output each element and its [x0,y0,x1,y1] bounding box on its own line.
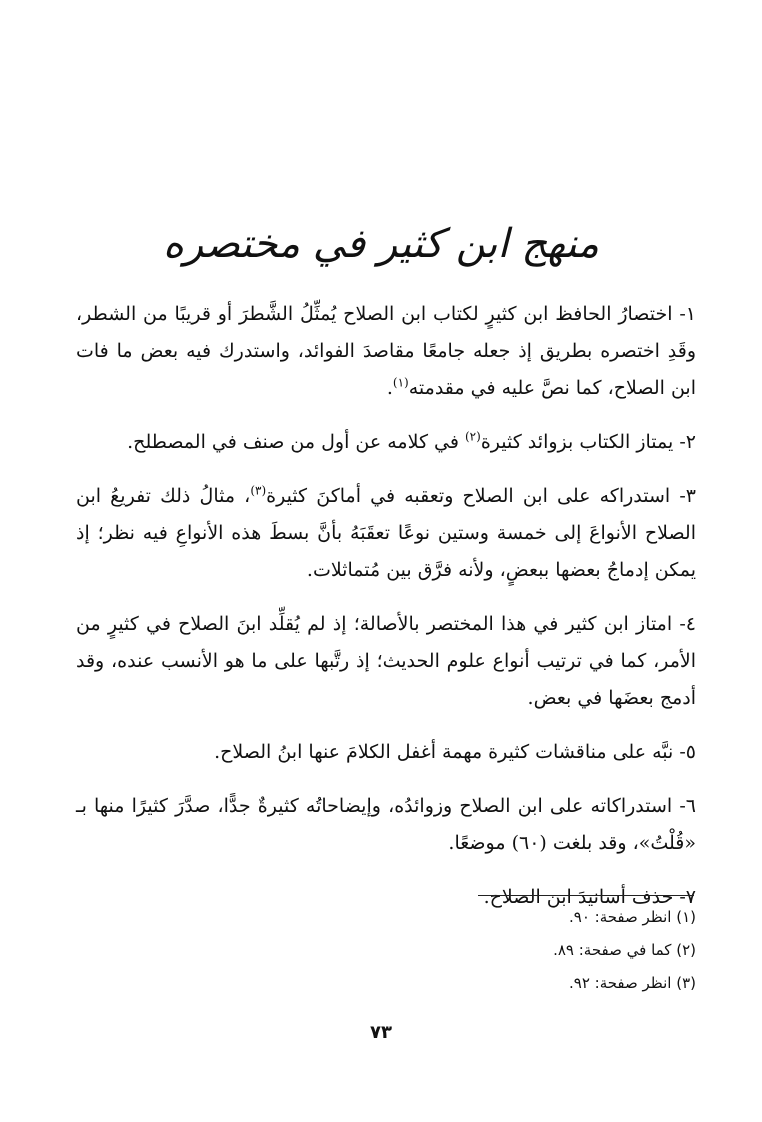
list-item [76,296,696,407]
footnotes [76,901,696,1000]
item-text: نبَّه على مناقشات كثيرة مهمة أغفل الكلامَ عنها ابنُ الصلاح. [214,741,674,763]
item-text: امتاز ابن كثير في هذا المختصر بالأصالة؛ إذ لم يُقلِّد ابنَ الصلاح في كثيرٍ من الأمر، كما في ترتيب أنواع علوم الحديث؛ إذ رتَّبها على ما هو الأنسب عنده، وقد أدمج بعضَها في بعض. [76,613,696,709]
item-text: استدراكاته على ابن الصلاح وزوائدُه، وإيضاحاتُه كثيرةٌ جدًّا، صدَّرَ كثيرًا منها بـ «قُلْتُ»، وقد بلغت (٦٠) موضعًا. [76,795,696,854]
item-number: ٤- [679,613,696,635]
item-number: ١- [679,303,696,325]
item-text-end: ، مثالُ ذلك تفريعُ ابن الصلاح الأنواعَ إلى خمسة وستين نوعًا تعقَبَهُ بأنَّ بسطَ هذه الأنواعِ فيه نظر؛ إذ يمكن إدماجُ بعضها ببعضٍ، ولأنه فرَّق بين مُتماثلات. [76,485,696,581]
item-number: ٥- [679,741,696,763]
item-number: ٦- [679,795,696,817]
chapter-title: منهج ابن كثير في مختصره [162,221,600,267]
item-number: ٧- [679,886,696,908]
item-text: اختصارُ الحافظ ابن كثيرٍ لكتاب ابن الصلاح يُمثِّلُ الشَّطرَ أو قريبًا من الشطر، وقَدِ اختصره بطريق إذ جعله جامعًا مقاصدَ الفوائد، واستدرك فيه بعض ما فات ابن الصلاح، كما نصَّ عليه في مقدمته [76,303,696,399]
footnote: (٢) كما في صفحة: ٨٩. [553,941,696,959]
list-item [76,734,696,771]
footnote-ref[interactable]: (٣) [250,483,267,498]
item-text-end: . [386,377,393,399]
footnote-divider [478,895,694,896]
list-item [76,606,696,717]
main-text [76,296,696,933]
item-number: ٣- [679,485,696,507]
list-item [76,424,696,461]
footnote: (١) انظر صفحة: ٩٠. [568,908,696,926]
item-text: حذف أسانيدَ ابن الصلاح. [483,886,674,908]
list-item [76,478,696,589]
page-number: ٧٣ [370,1022,392,1043]
footnote: (٣) انظر صفحة: ٩٢. [568,974,696,992]
item-text-end: في كلامه عن أول من صنف في المصطلح. [127,431,465,453]
footnote-ref[interactable]: (٢) [464,429,481,444]
list-item [76,788,696,862]
item-text: استدراكه على ابن الصلاح وتعقبه في أماكنَ كثيرة [266,485,671,507]
footnote-ref[interactable]: (١) [392,375,409,390]
item-number: ٢- [679,431,696,453]
item-text: يمتاز الكتاب بزوائد كثيرة [480,431,674,453]
